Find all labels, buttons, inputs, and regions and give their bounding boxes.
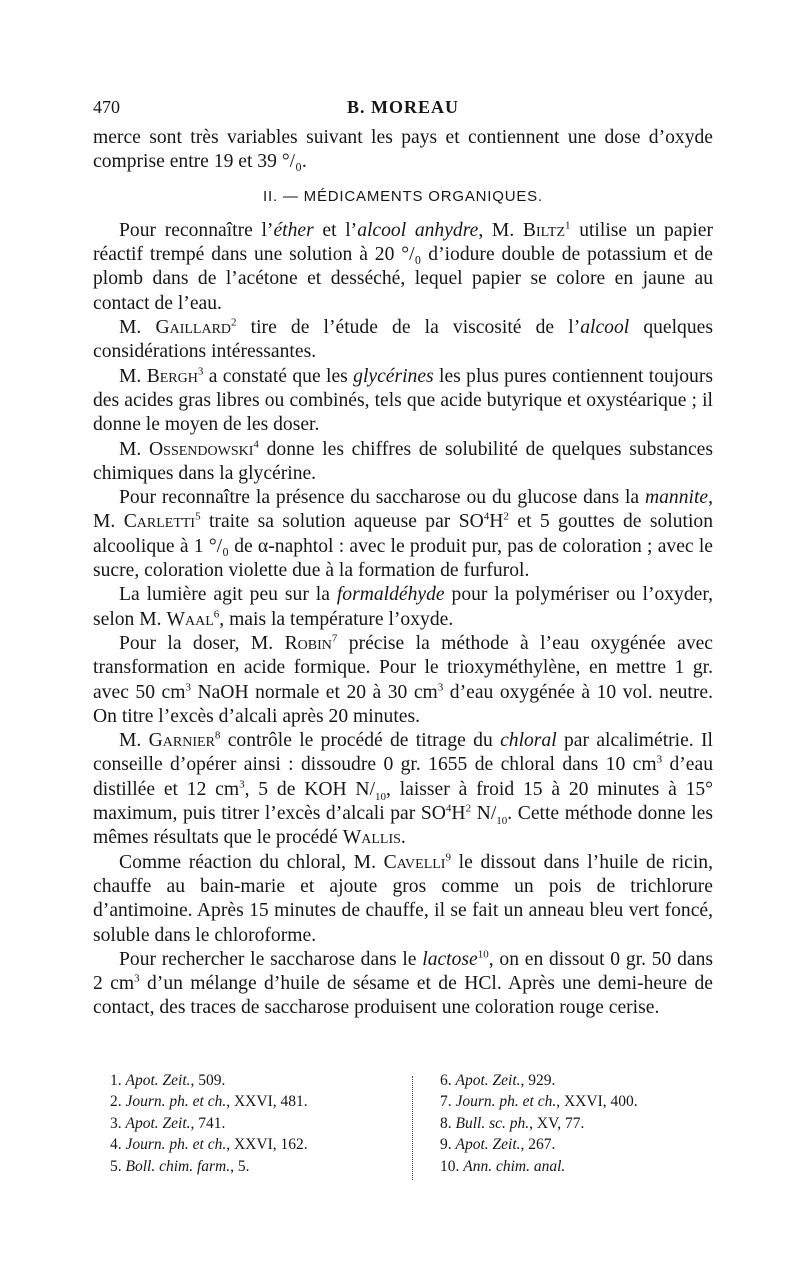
author-name: Waal (166, 608, 214, 630)
author-name: Biltz (522, 219, 566, 241)
footnotes-left-column (110, 1070, 410, 1177)
author-name: Bergh (146, 365, 198, 387)
author-name: Carletti (123, 511, 196, 533)
footnote: 4. Journ. ph. et ch., XXVI, 162. (110, 1136, 308, 1154)
paragraph: M. Bergh$^3$ a constaté que les glycérines les plus pures contiennent toujours des acides gras libres ou combinés, tels que acide butyrique et oxystéarique ; il donne le moyen de les doser. (93, 365, 713, 436)
footnote-ref: 2 (231, 316, 237, 329)
paragraph: M. Gaillard$^2$ tire de l’étude de la viscosité de l’alcool quelques considérations intéressantes. (93, 316, 713, 363)
footnote-ref: 3 (197, 365, 204, 378)
page-header (93, 97, 713, 121)
paragraph: Pour rechercher le saccharose dans le lactose$^{10}$, on en dissout 0 gr. 50 dans 2 $cm^3$ d’un mélange d’huile de sésame et de HCl. Après une demi-heure de contact, des traces de saccharose produisent une coloration rouge cerise. (93, 948, 713, 1019)
paragraph: M. Garnier$^8$ contrôle le procédé de titrage du chloral par alcalimétrie. Il conseille d’opérer ainsi : dissoudre 0 gr. 1655 de chloral dans 10 $cm^3$ d’eau distillée et 12 $cm^3$, 5 de KOH $N/_{10}$, laisser à froid 15 à 20 minutes à 15° maximum, puis titrer l’excès d’alcali par $SO^4H^2$ $N/_{10}$. Cette méthode donne les mêmes résultats que le procédé Wallis. (93, 729, 713, 849)
footnote: 7. Journ. ph. et ch., XXVI, 400. (440, 1093, 638, 1111)
footnote-ref: 9 (445, 851, 451, 864)
footnote-ref: 5 (195, 510, 201, 523)
page-number: 470 (93, 97, 120, 117)
paragraph: Pour reconnaître la présence du saccharose ou du glucose dans la mannite, M. Carletti$^5$ traite sa solution aqueuse par $SO^4H^2$ et 5 gouttes de solution alcoolique à 1 °/₀ de α-naphtol : avec le produit pur, pas de coloration ; avec le sucre, coloration violette due à la formation de furfurol. (93, 487, 713, 582)
author-name: Gaillard (155, 317, 232, 339)
author-name: Robin (284, 632, 332, 654)
body-text (93, 126, 713, 1021)
footnote-ref: 7 (331, 632, 338, 645)
footnote-ref: 8 (214, 729, 221, 742)
footnote: 9. Apot. Zeit., 267. (440, 1136, 556, 1154)
footnote: 8. Bull. sc. ph., XV, 77. (440, 1114, 585, 1132)
paragraph: Comme réaction du chloral, M. Cavelli$^9$ le dissout dans l’huile de ricin, chauffe au bain-marie et ajoute gros comme un pois de trichlorure d’antimoine. Après 15 minutes de chauffe, il se fait un anneau bleu vert foncé, soluble dans le chloroforme. (93, 851, 713, 946)
author-name: Ossendowski (149, 438, 254, 460)
paragraph: La lumière agit peu sur la formaldéhyde pour la polymériser ou l’oxyder, selon M. Waal$^6$, mais la température l’oxyde. (93, 584, 713, 630)
footnote-ref: 4 (253, 438, 259, 451)
footnote: 1. Apot. Zeit., 509. (110, 1072, 226, 1089)
footnote-ref: 10 (477, 948, 489, 961)
paragraph: M. Ossendowski$^4$ donne les chiffres de solubilité de quelques substances chimiques dans la glycérine. (93, 438, 713, 484)
author-name: Garnier (148, 730, 215, 752)
paragraph: Pour reconnaître l’éther et l’alcool anhydre, M. Biltz$^1$ utilise un papier réactif trempé dans une solution à 20 °/₀ d’iodure double de potassium et de plomb dans de l’acétone et desséché, lequel papier se colore en jaune au contact de l’eau. (93, 219, 713, 314)
footnote: 10. Ann. chim. anal. (440, 1157, 566, 1175)
footnotes-right-column (440, 1070, 720, 1177)
footnote: 3. Apot. Zeit., 741. (110, 1114, 226, 1132)
footnote-ref: 1 (565, 219, 571, 232)
footnote-ref: 6 (213, 608, 220, 621)
footnote: 6. Apot. Zeit., 929. (440, 1072, 556, 1089)
footnote: 2. Journ. ph. et ch., XXVI, 481. (110, 1093, 308, 1111)
paragraph: Pour la doser, M. Robin$^7$ précise la méthode à l’eau oxygénée avec transformation en acide formique. Pour le trioxyméthylène, en mettre 1 gr. avec 50 $cm^3$ NaOH normale et 20 à 30 $cm^3$ d’eau oxygénée à 10 vol. neutre. On titre l’excès d’alcali après 20 minutes. (93, 632, 714, 727)
running-title: B. MOREAU (347, 97, 459, 117)
section-heading: II. — MÉDICAMENTS ORGANIQUES. (263, 187, 543, 205)
author-name: Wallis (342, 827, 401, 849)
footnote-divider (412, 1076, 413, 1180)
paragraph: merce sont très variables suivant les pays et contiennent une dose d’oxyde comprise entre 19 et 39 °/₀. (93, 127, 713, 173)
footnote: 5. Boll. chim. farm., 5. (110, 1157, 250, 1175)
author-name: Cavelli (383, 851, 446, 873)
